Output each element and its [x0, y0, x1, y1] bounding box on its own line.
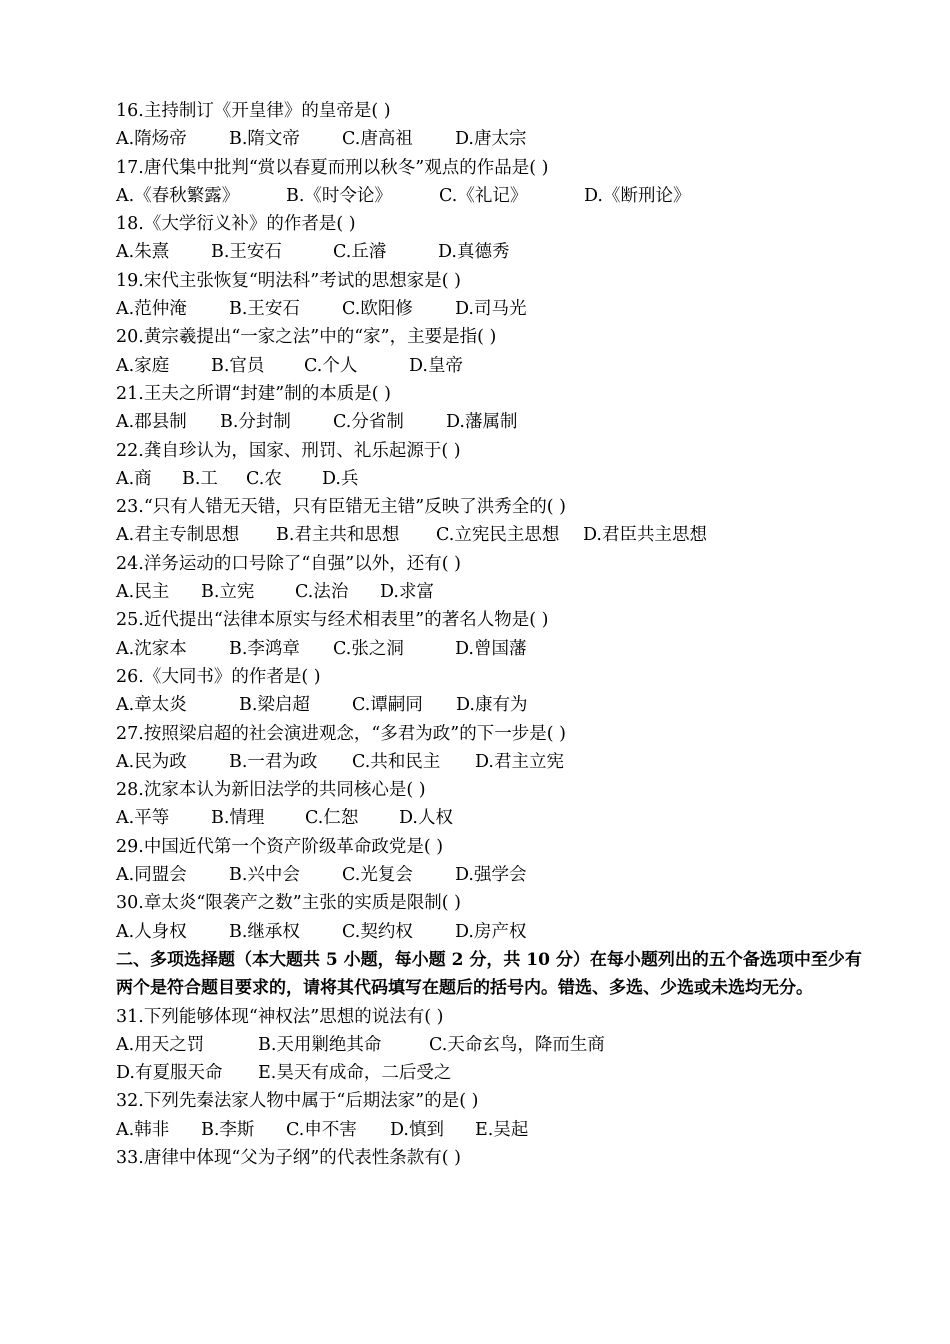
- option-d: D.强学会: [455, 865, 527, 886]
- option-a: A.民主: [116, 582, 170, 603]
- option-a: A.同盟会: [116, 865, 187, 886]
- options-18: [116, 238, 876, 266]
- options-30: [116, 918, 876, 946]
- option-c: C.法治: [295, 582, 349, 603]
- option-c: C.仁恕: [305, 808, 359, 829]
- option-d: D.唐太宗: [455, 129, 527, 150]
- option-c: C.农: [246, 468, 282, 489]
- option-c: C.天命玄鸟，降而生商: [429, 1034, 605, 1055]
- options-28: [116, 804, 876, 832]
- option-c: C.共和民主: [352, 751, 441, 772]
- option-b: B.《时令论》: [286, 185, 392, 206]
- option-c: C.欧阳修: [342, 299, 413, 320]
- question-20: 20.黄宗羲提出“一家之法”中的“家”，主要是指( ): [116, 327, 497, 348]
- option-b: B.分封制: [220, 412, 291, 433]
- question-16: 16.主持制订《开皇律》的皇帝是( ): [116, 101, 391, 121]
- option-c: C.申不害: [286, 1119, 357, 1140]
- question-21: 21.王夫之所谓“封建”制的本质是( ): [116, 383, 391, 404]
- question-30: 30.章太炎“限袭产之数”主张的实质是限制( ): [116, 893, 461, 914]
- option-b: B.君主共和思想: [276, 525, 400, 546]
- question-22: 22.龚自珍认为，国家、刑罚、礼乐起源于( ): [116, 440, 461, 461]
- option-a: A.朱熹: [116, 242, 170, 263]
- option-c: C.谭嗣同: [352, 695, 423, 716]
- option-d: D.慎到: [390, 1119, 444, 1140]
- options-31-row2: [116, 1059, 876, 1087]
- question-17: 17.唐代集中批判“赏以春夏而刑以秋冬”观点的作品是( ): [116, 157, 549, 178]
- options-21: [116, 408, 876, 436]
- section-heading: 二、多项选择题（本大题共 5 小题，每小题 2 分，共 10 分）在每小题列出的五个备选项中至少有两个是符合题目要求的，请将其代码填写在题后的括号内。错选、多选、少选或未选均无分。: [116, 949, 862, 999]
- option-a: A.用天之罚: [116, 1034, 205, 1055]
- option-d: D.兵: [322, 468, 359, 489]
- option-c: C.立宪民主思想: [436, 525, 560, 546]
- option-c: C.丘濬: [333, 242, 387, 263]
- option-c: C.光复会: [342, 865, 413, 886]
- question-26: 26.《大同书》的作者是( ): [116, 666, 321, 687]
- option-a: A.人身权: [116, 921, 187, 942]
- option-b: B.情理: [211, 808, 265, 829]
- option-d: D.求富: [380, 582, 434, 603]
- question-25: 25.近代提出“法律本原实与经术相表里”的著名人物是( ): [116, 610, 549, 631]
- option-d: D.真德秀: [438, 242, 510, 263]
- question-32: 32.下列先秦法家人物中属于“后期法家”的是( ): [116, 1091, 479, 1112]
- options-32: [116, 1116, 876, 1144]
- question-23: 23.“只有人错无天错，只有臣错无主错”反映了洪秀全的( ): [116, 497, 566, 518]
- option-b: B.兴中会: [229, 865, 300, 886]
- options-19: [116, 295, 876, 323]
- option-b: B.一君为政: [229, 751, 318, 772]
- options-17: [116, 182, 876, 210]
- option-a: A.商: [116, 468, 152, 489]
- option-b: B.王安石: [211, 242, 282, 263]
- option-d: D.曾国藩: [455, 638, 527, 659]
- option-a: A.隋炀帝: [116, 129, 187, 150]
- options-25: [116, 635, 876, 663]
- option-e: E.吴起: [475, 1119, 529, 1140]
- option-b: B.立宪: [201, 582, 255, 603]
- option-d: D.皇帝: [409, 355, 463, 376]
- option-b: B.李鸿章: [229, 638, 300, 659]
- option-a: A.《春秋繁露》: [116, 185, 240, 206]
- question-18: 18.《大学衍义补》的作者是( ): [116, 214, 356, 235]
- option-a: A.民为政: [116, 751, 187, 772]
- option-b: B.王安石: [229, 299, 300, 320]
- option-b: B.工: [182, 468, 218, 489]
- option-a: A.范仲淹: [116, 299, 187, 320]
- options-27: [116, 748, 876, 776]
- question-29: 29.中国近代第一个资产阶级革命政党是( ): [116, 836, 444, 857]
- options-26: [116, 691, 876, 719]
- option-c: C.契约权: [342, 921, 413, 942]
- option-d: D.司马光: [455, 299, 527, 320]
- option-a: A.郡县制: [116, 412, 187, 433]
- option-c: C.《礼记》: [439, 185, 528, 206]
- option-d: D.《断刑论》: [584, 185, 691, 206]
- question-24: 24.洋务运动的口号除了“自强”以外，还有( ): [116, 553, 461, 574]
- question-27: 27.按照梁启超的社会演进观念，“多君为政”的下一步是( ): [116, 723, 566, 744]
- option-b: B.天用剿绝其命: [258, 1034, 382, 1055]
- option-a: A.家庭: [116, 355, 170, 376]
- option-a: A.章太炎: [116, 695, 187, 716]
- option-d: D.人权: [399, 808, 453, 829]
- option-a: A.沈家本: [116, 638, 187, 659]
- option-d: D.有夏服天命: [116, 1063, 223, 1084]
- option-d: D.康有为: [456, 695, 528, 716]
- option-c: C.张之洞: [333, 638, 404, 659]
- options-29: [116, 861, 876, 889]
- option-a: A.韩非: [116, 1119, 170, 1140]
- option-c: C.个人: [304, 355, 358, 376]
- option-a: A.平等: [116, 808, 170, 829]
- options-23: [116, 521, 876, 549]
- option-c: C.唐高祖: [342, 129, 413, 150]
- question-31: 31.下列能够体现“神权法”思想的说法有( ): [116, 1006, 444, 1027]
- question-33: 33.唐律中体现“父为子纲”的代表性条款有( ): [116, 1147, 461, 1168]
- option-b: B.梁启超: [239, 695, 310, 716]
- option-b: B.官员: [211, 355, 265, 376]
- option-d: D.藩属制: [446, 412, 518, 433]
- options-31-row1: [116, 1031, 876, 1059]
- option-d: D.房产权: [455, 921, 527, 942]
- options-16: [116, 125, 876, 153]
- option-b: B.李斯: [201, 1119, 255, 1140]
- option-b: B.继承权: [229, 921, 300, 942]
- options-24: [116, 578, 876, 606]
- options-22: [116, 465, 876, 493]
- exam-page: [116, 97, 876, 1172]
- question-28: 28.沈家本认为新旧法学的共同核心是( ): [116, 780, 426, 801]
- option-d: D.君主立宪: [475, 751, 564, 772]
- option-b: B.隋文帝: [229, 129, 300, 150]
- options-20: [116, 352, 876, 380]
- option-e: E.昊天有成命，二后受之: [258, 1063, 452, 1084]
- option-d: D.君臣共主思想: [583, 525, 707, 546]
- option-c: C.分省制: [333, 412, 404, 433]
- option-a: A.君主专制思想: [116, 525, 240, 546]
- question-19: 19.宋代主张恢复“明法科”考试的思想家是( ): [116, 270, 461, 291]
